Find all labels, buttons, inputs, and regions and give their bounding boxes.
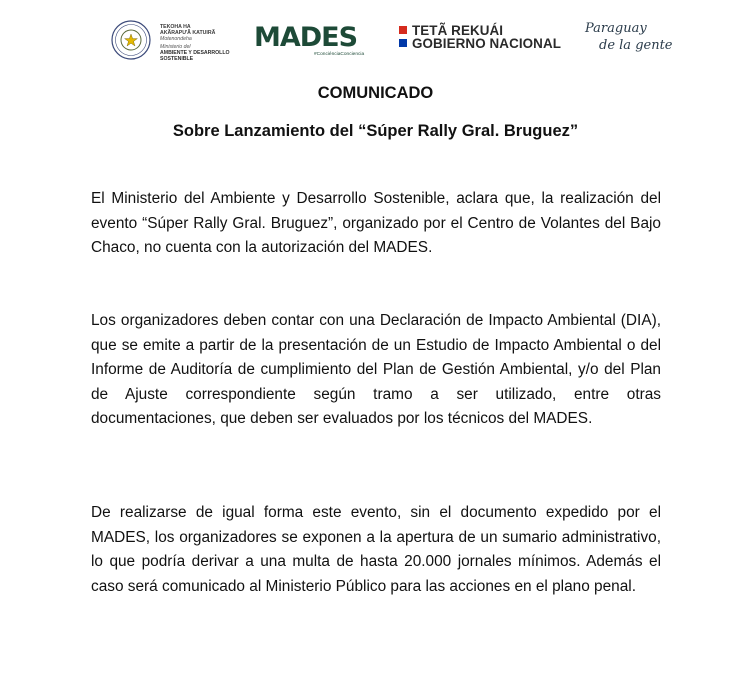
gov-line-2: GOBIERNO NACIONAL xyxy=(412,36,561,51)
paraguay-de-la-gente-logo xyxy=(585,20,675,60)
flag-blue-icon xyxy=(399,39,407,47)
slogan-line-2: de la gente xyxy=(599,38,673,53)
gov-line-1: TETÃ REKUÁI xyxy=(412,23,504,38)
ministry-line-2: AKÃRAPU'Ã KATUIRÃ xyxy=(160,30,216,36)
flag-red-icon xyxy=(399,26,407,34)
paragraph-3: De realizarse de igual forma este evento, sin el documento expedido por el MADES, los organizadores se exponen a la apertura de un sumario administrativo, lo que podría derivar a una multa de hasta 20.000 jornales mínimos. Además el caso será comunicado al Ministerio Público para las acciones en el plano penal. xyxy=(91,504,661,595)
mades-tagline: #ConciénciaConciencia xyxy=(314,52,365,57)
ministry-line-1: TEKOHA HA xyxy=(160,24,191,30)
paragraph-2: Los organizadores deben contar con una Declaración de Impacto Ambiental (DIA), que se emite a partir de la presentación de un Estudio de Impacto Ambiental o del Informe de Auditoría de cumplimiento del Plan de Gestión Ambiental, y/o del Plan de Ajuste correspondiente según tramo a ser utilizado, entre otras documentaciones, que deben ser evaluados por los técnicos del MADES. xyxy=(91,312,661,427)
gobierno-nacional-logo xyxy=(399,24,574,54)
paragraph-1: El Ministerio del Ambiente y Desarrollo Sostenible, aclara que, la realización del evento “Súper Rally Gral. Bruguez”, organizado por el Centro de Volantes del Bajo Chaco, no cuenta con la autorización del MADES. xyxy=(91,190,661,256)
ministry-line-3: Motenondeha xyxy=(160,36,192,42)
national-seal-icon xyxy=(111,20,151,60)
slogan-line-1: Paraguay xyxy=(585,21,647,36)
mades-logo-text: MADES xyxy=(254,22,358,53)
ministry-line-5: AMBIENTE Y DESARROLLO xyxy=(160,50,230,56)
ministry-line-4: Ministerio del xyxy=(160,44,191,50)
ministry-name-block xyxy=(160,24,240,62)
ministry-line-6: SOSTENIBLE xyxy=(160,56,194,62)
mades-logo xyxy=(254,22,364,58)
document-subtitle: Sobre Lanzamiento del “Súper Rally Gral. Bruguez” xyxy=(172,122,579,140)
document-title: COMUNICADO xyxy=(317,84,434,102)
letterhead xyxy=(0,0,751,68)
